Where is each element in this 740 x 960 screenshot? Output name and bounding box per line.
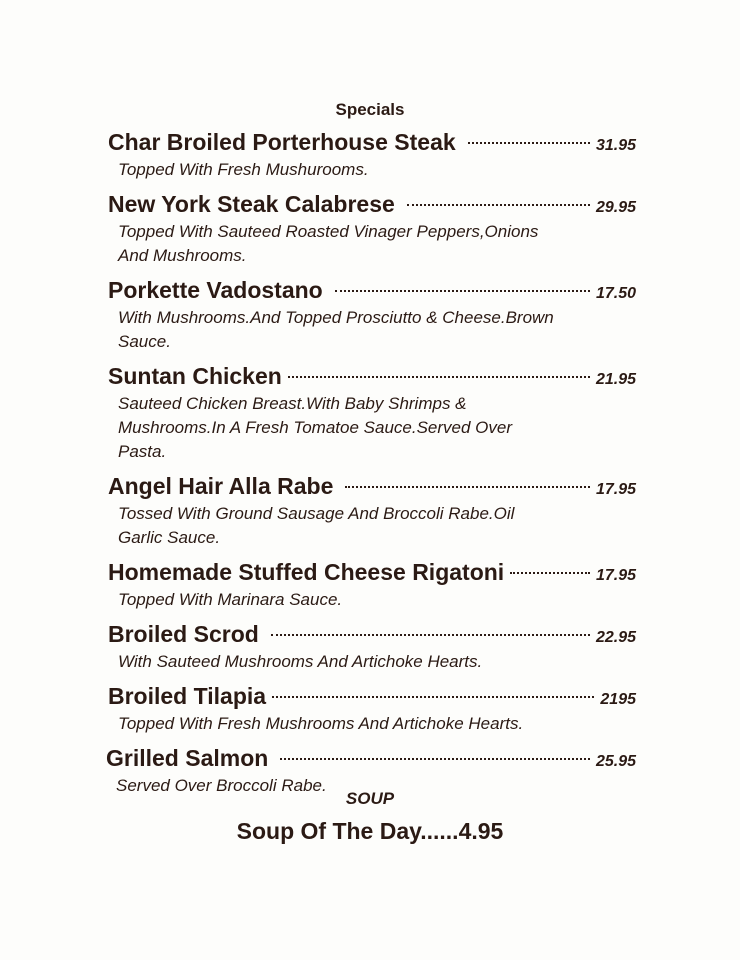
dot-leader <box>335 290 590 292</box>
item-price: 21.95 <box>595 371 636 388</box>
item-price: 17.95 <box>595 567 636 584</box>
item-price: 22.95 <box>595 629 636 646</box>
dot-leader <box>272 696 594 698</box>
dot-leader <box>280 758 590 760</box>
item-description: With Sauteed Mushrooms And Artichoke Hearts. <box>118 652 483 671</box>
dot-leader <box>468 142 590 144</box>
soup-heading: SOUP <box>345 789 395 808</box>
list-item <box>108 274 636 354</box>
item-name: Grilled Salmon <box>106 745 269 771</box>
item-description: Topped With Fresh Mushurooms. <box>118 160 369 179</box>
list-item <box>108 188 636 268</box>
soup-of-the-day: Soup Of The Day......4.95 <box>236 818 504 844</box>
item-price: 17.95 <box>595 481 636 498</box>
specials-list <box>108 126 636 804</box>
list-item <box>108 556 636 612</box>
item-name: Broiled Tilapia <box>108 683 267 709</box>
dot-leader <box>345 486 590 488</box>
list-item <box>108 470 636 550</box>
dot-leader <box>271 634 590 636</box>
item-header <box>108 126 636 158</box>
item-header <box>108 360 636 392</box>
item-price: 25.95 <box>595 753 636 770</box>
list-item <box>108 360 636 464</box>
item-name: Angel Hair Alla Rabe <box>108 473 334 499</box>
item-description: Served Over Broccoli Rabe. <box>116 776 327 795</box>
item-header <box>108 618 636 650</box>
dot-leader <box>407 204 590 206</box>
item-description: Sauteed Chicken Breast.With Baby Shrimps & Mushrooms.In A Fresh Tomatoe Sauce.Served Over Pasta. <box>118 394 513 461</box>
list-item <box>108 618 636 674</box>
item-header <box>106 742 636 774</box>
item-description: Topped With Sauteed Roasted Vinager Peppers,Onions And Mushrooms. <box>118 222 539 265</box>
list-item <box>108 680 636 736</box>
dot-leader <box>288 376 590 378</box>
item-header <box>108 470 636 502</box>
item-price: 17.50 <box>595 285 636 302</box>
item-name: Char Broiled Porterhouse Steak <box>108 129 456 155</box>
item-price: 2195 <box>600 691 636 708</box>
item-description: Topped With Fresh Mushrooms And Artichoke Hearts. <box>118 714 524 733</box>
item-price: 31.95 <box>595 137 636 154</box>
item-name: Broiled Scrod <box>108 621 259 647</box>
item-name: New York Steak Calabrese <box>108 191 395 217</box>
item-name: Suntan Chicken <box>108 363 282 389</box>
dot-leader <box>510 572 590 574</box>
item-description: Topped With Marinara Sauce. <box>118 590 343 609</box>
item-price: 29.95 <box>595 199 636 216</box>
item-header <box>108 680 636 712</box>
item-name: Homemade Stuffed Cheese Rigatoni <box>108 559 505 585</box>
list-item <box>108 126 636 182</box>
item-name: Porkette Vadostano <box>108 277 323 303</box>
item-header <box>108 556 636 588</box>
item-description: Tossed With Ground Sausage And Broccoli Rabe.Oil Garlic Sauce. <box>118 504 515 547</box>
item-description: With Mushrooms.And Topped Prosciutto & Cheese.Brown Sauce. <box>118 308 554 351</box>
specials-heading: Specials <box>335 100 405 119</box>
item-header <box>108 274 636 306</box>
item-header <box>108 188 636 220</box>
